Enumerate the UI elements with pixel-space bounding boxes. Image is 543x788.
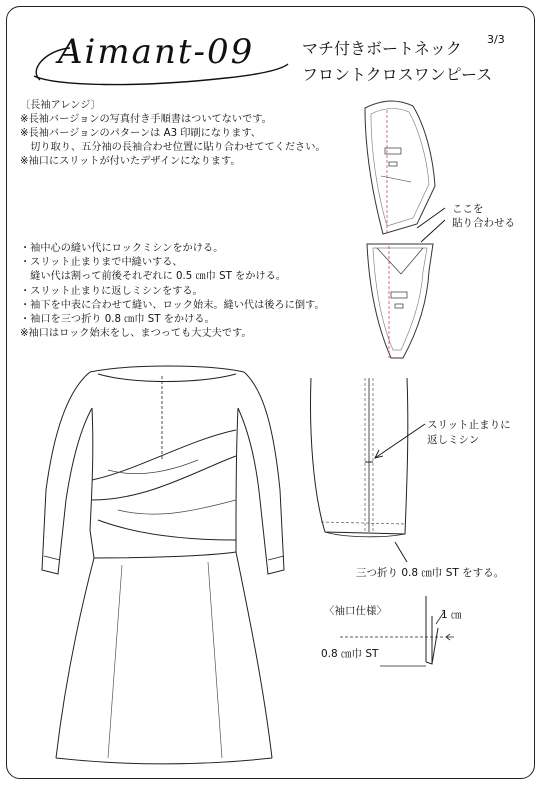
cuff-spec-title: 〈袖口仕様〉: [324, 605, 387, 617]
brand-logo: Aimant-09: [58, 32, 255, 72]
slit-label-line1: スリット止まりに: [427, 419, 511, 431]
step-line: ・袖口を三つ折り 0.8 ㎝巾 ST をかける。: [20, 314, 215, 326]
note-line: 〔長袖アレンジ〕: [20, 100, 101, 111]
join-label-line1: ここを: [452, 203, 484, 215]
sleeve-slit-diagram: [305, 372, 415, 562]
cuff-08-label: 0.8 ㎝巾 ST: [321, 648, 379, 660]
step-line: ・袖下を中表に合わせて縫い、ロック始末。縫い代は後ろに倒す。: [20, 299, 325, 311]
cuff-spec-diagram: [340, 592, 470, 682]
step-line: ※袖口はロック始末をし、まつっても大丈夫です。: [20, 328, 252, 340]
cuff-1cm-label: 1 ㎝: [441, 609, 462, 621]
page-number: 3/3: [487, 33, 505, 46]
dress-illustration: [38, 360, 288, 770]
join-label-line2: 貼り合わせる: [452, 217, 515, 229]
note-line: ※袖口にスリットが付いたデザインになります。: [20, 156, 241, 167]
note-line: ※長袖バージョンの写真付き手順書はついてないです。: [20, 114, 272, 125]
page-title-line1: マチ付きボートネック: [302, 39, 462, 58]
step-line: 縫い代は割って前後それぞれに 0.5 ㎝巾 ST をかける。: [20, 271, 286, 283]
step-line: ・スリット止まりに返しミシンをする。: [20, 285, 203, 297]
notes-block: [20, 99, 326, 169]
step-line: ・袖中心の縫い代にロックミシンをかける。: [20, 243, 224, 254]
steps-block: [20, 242, 325, 341]
hem-note: 三つ折り 0.8 ㎝巾 ST をする。: [356, 567, 505, 579]
sleeve-pattern-diagram: [355, 96, 455, 371]
note-line: ※長袖バージョンのパターンは A3 印刷になります、: [20, 128, 261, 139]
page-title-line2: フロントクロスワンピース: [302, 65, 493, 84]
slit-label-line2: 返しミシン: [427, 434, 480, 446]
note-line: 切り取り、五分袖の長袖合わせ位置に貼り合わせててください。: [20, 142, 326, 153]
step-line: ・スリット止まりまで中縫いする、: [20, 257, 183, 269]
